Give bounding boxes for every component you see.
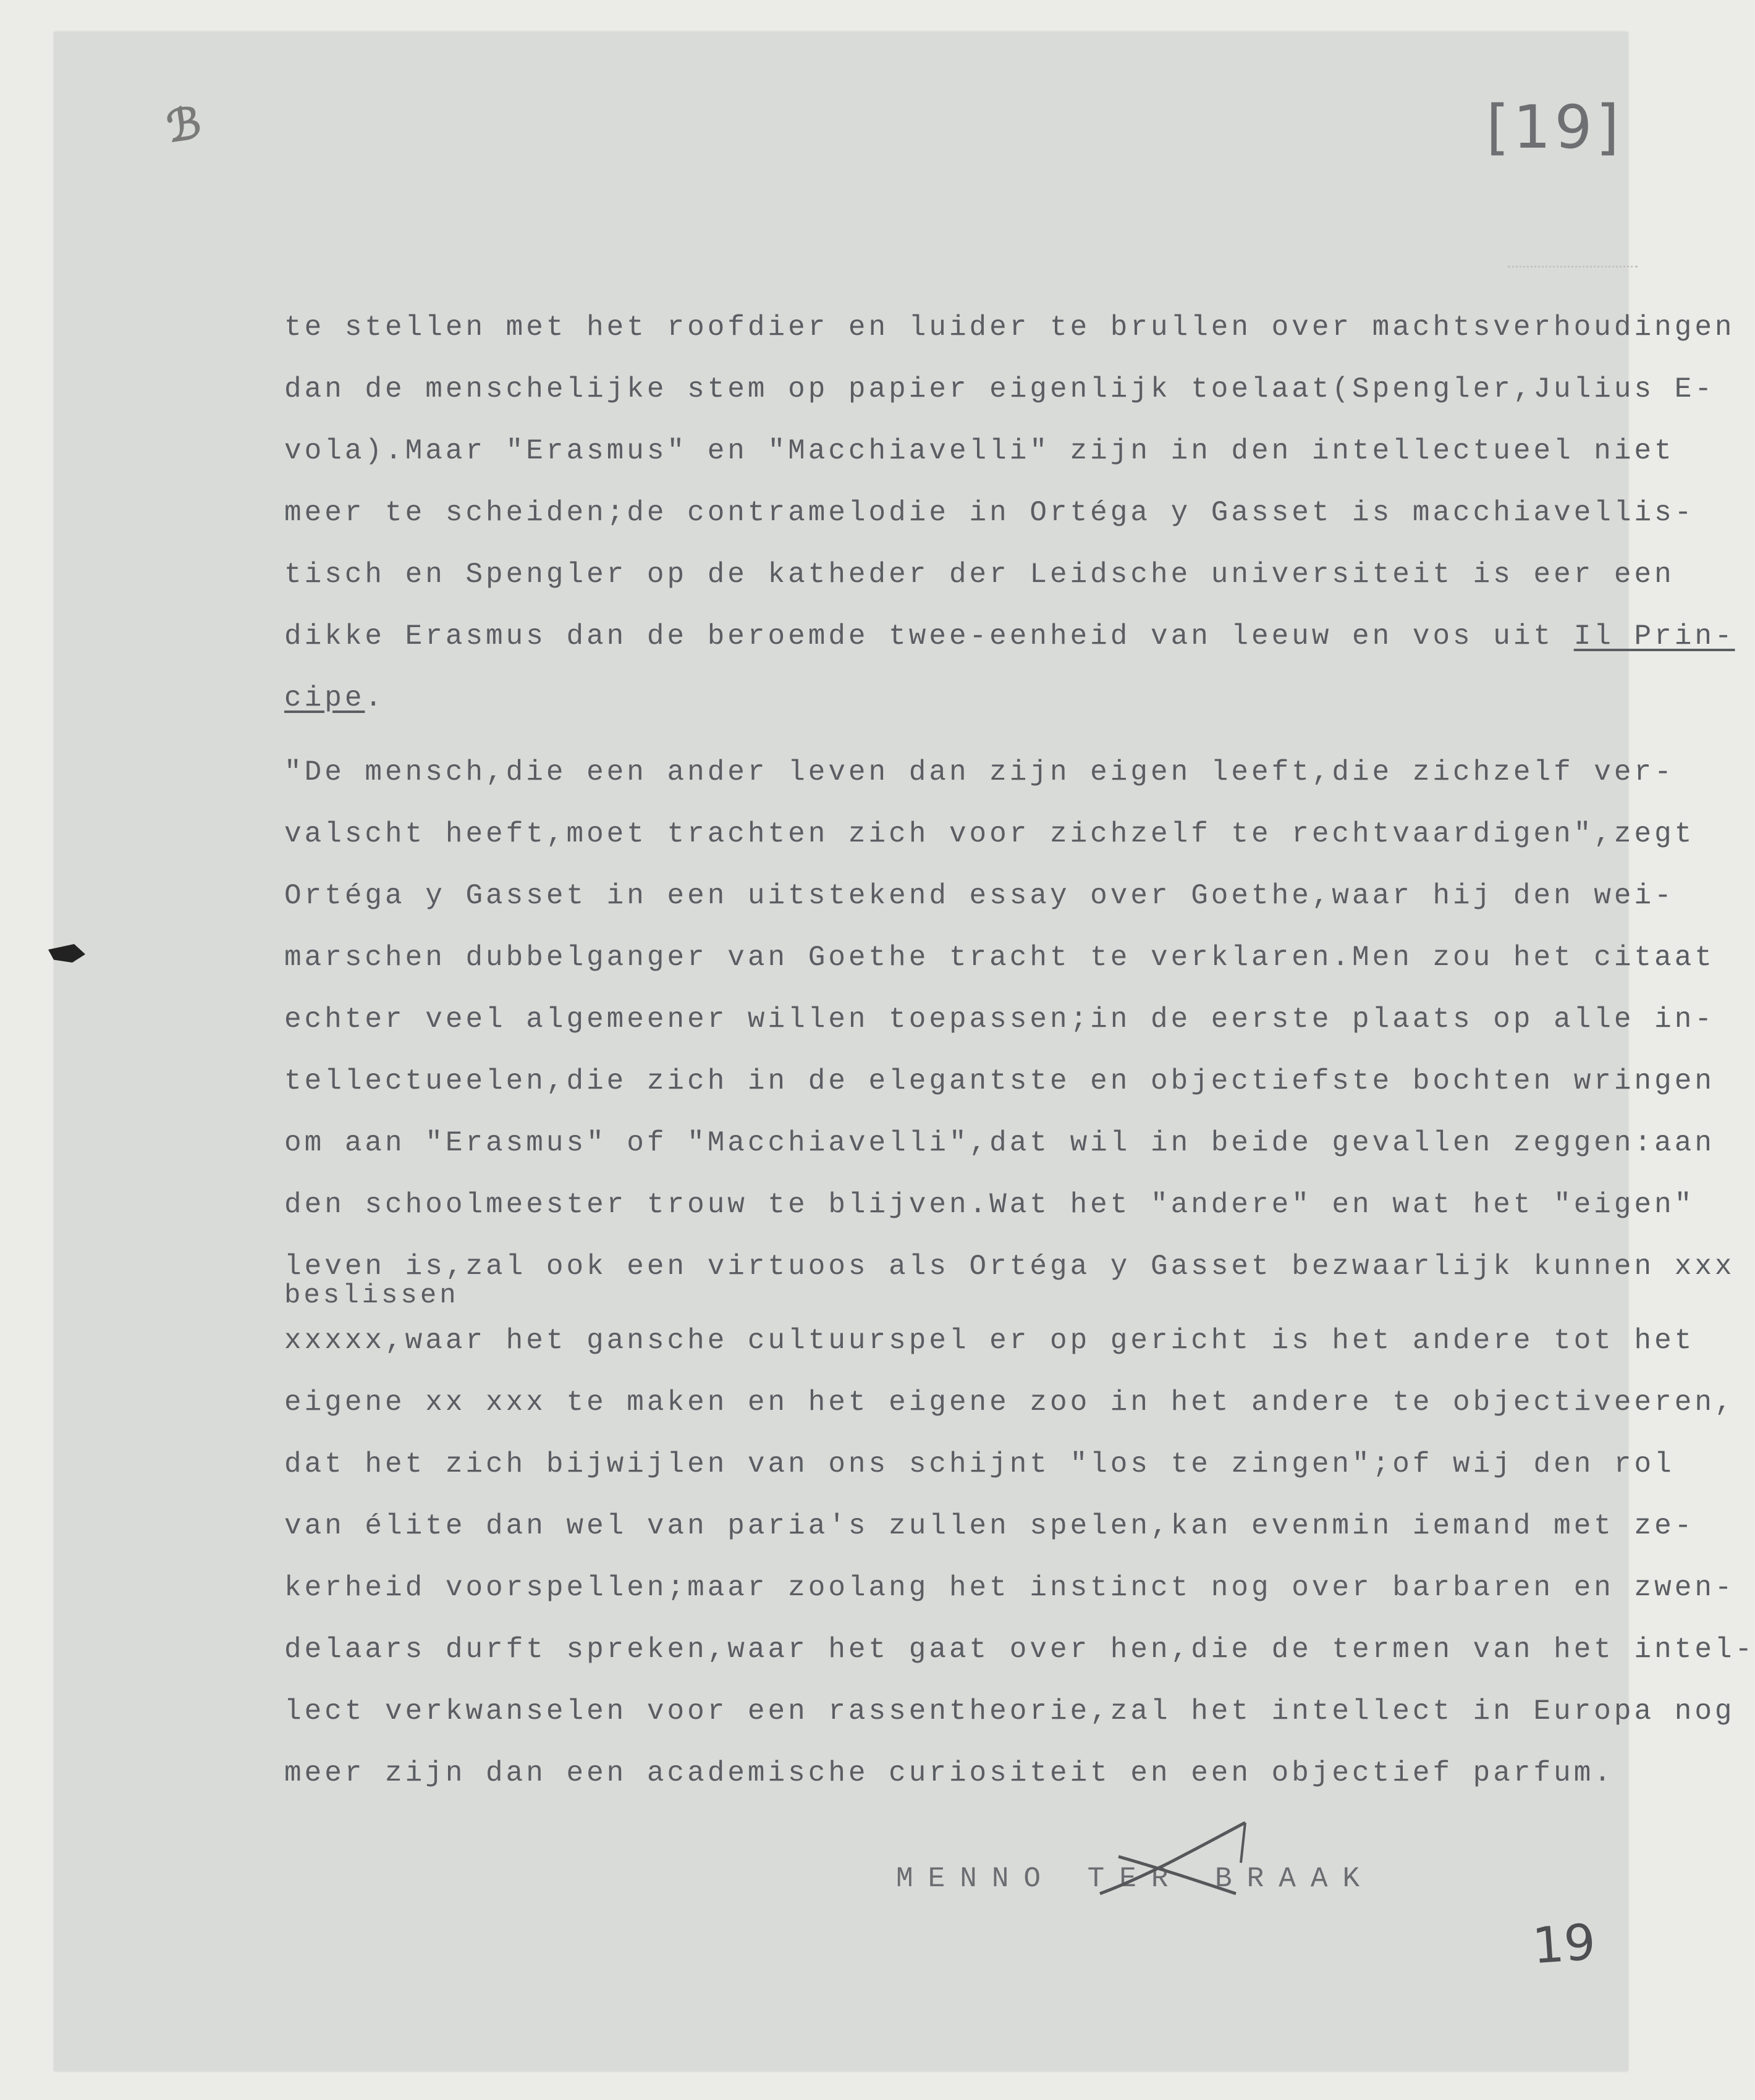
text-line: cipe.	[284, 682, 386, 714]
text-line: delaars durft spreken,waar het gaat over hen,die de termen van het intel-	[284, 1634, 1755, 1666]
text-line: echter veel algemeener willen toepassen;in de eerste plaats op alle in-	[284, 1003, 1715, 1035]
text-line: lect verkwanselen voor een rassentheorie,zal het intellect in Europa nog	[284, 1695, 1735, 1727]
text-line: tisch en Spengler op de katheder der Leidsche universiteit is eer een	[284, 559, 1675, 591]
text-line: kerheid voorspellen;maar zoolang het instinct nog over barbaren en zwen-	[284, 1572, 1735, 1604]
text-line: om aan "Erasmus" of "Macchiavelli",dat wil in beide gevallen zeggen:aan	[284, 1127, 1715, 1159]
text-line: dat het zich bijwijlen van ons schijnt "los te zingen";of wij den rol	[284, 1448, 1675, 1480]
text-line: dan de menschelijke stem op papier eigenlijk toelaat(Spengler,Julius E-	[284, 373, 1715, 405]
text-line: leven is,zal ook een virtuoos als Ortéga y Gasset bezwaarlijk kunnen xxx	[284, 1250, 1735, 1283]
text-line: eigene xx xxx te maken en het eigene zoo in het andere te objectiveeren,	[284, 1386, 1735, 1419]
text-line: te stellen met het roofdier en luider te brullen over machtsverhoudingen	[284, 311, 1735, 344]
interlinear-insertion: beslissen	[284, 1280, 459, 1311]
page-number: 19	[1530, 1913, 1597, 1975]
typescript-body	[284, 309, 1755, 1789]
handwritten-strikethrough	[1094, 1820, 1254, 1900]
corner-mark: ℬ	[163, 96, 205, 153]
text-line-part: dikke Erasmus dan de beroemde twee-eenheid van leeuw en vos uit	[284, 620, 1574, 652]
underlined-title: Il Prin-	[1573, 620, 1735, 652]
page-reference: [19]	[1486, 93, 1623, 162]
text-line: meer te scheiden;de contramelodie in Ortéga y Gasset is macchiavellis-	[284, 497, 1695, 529]
text-line	[284, 618, 1735, 655]
text-line: valscht heeft,moet trachten zich voor zichzelf te rechtvaardigen",zegt	[284, 818, 1695, 850]
text-line: Ortéga y Gasset in een uitstekend essay over Goethe,waar hij den wei-	[284, 880, 1675, 912]
text-line: "De mensch,die een ander leven dan zijn eigen leeft,die zichzelf ver-	[284, 756, 1675, 788]
underlined-title-continued: cipe	[284, 682, 365, 714]
text-line: van élite dan wel van paria's zullen spelen,kan evenmin iemand met ze-	[284, 1510, 1695, 1542]
text-line: tellectueelen,die zich in de elegantste en objectiefste bochten wringen	[284, 1065, 1715, 1097]
signature: MENNO TER BRAAK	[896, 1863, 1375, 1895]
faint-stamp-strip	[1508, 266, 1638, 286]
text-line: xxxxx,waar het gansche cultuurspel er op gericht is het andere tot het	[284, 1325, 1695, 1357]
text-line: meer zijn dan een academische curiositeit en een objectief parfum.	[284, 1757, 1614, 1789]
text-line: marschen dubbelganger van Goethe tracht te verklaren.Men zou het citaat	[284, 942, 1715, 974]
text-line: vola).Maar "Erasmus" en "Macchiavelli" zijn in den intellectueel niet	[284, 435, 1675, 467]
text-line: den schoolmeester trouw te blijven.Wat het "andere" en wat het "eigen"	[284, 1189, 1695, 1221]
